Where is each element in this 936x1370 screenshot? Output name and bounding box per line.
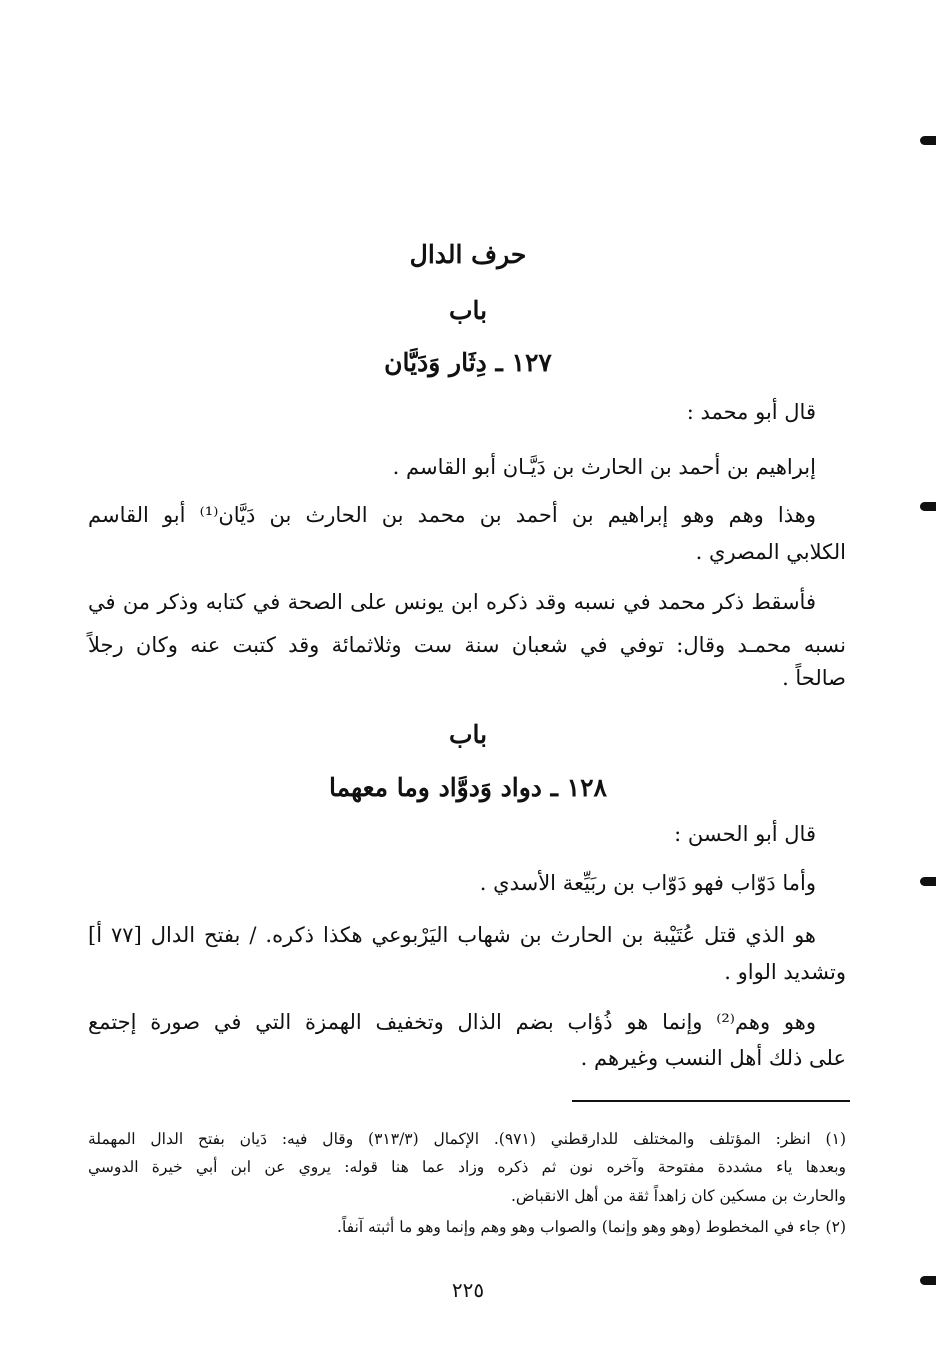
- binding-mark-3: [920, 877, 936, 886]
- page-number: ٢٢٥: [451, 1278, 485, 1302]
- entry-128-heading: ١٢٨ ـ دواد وَدوَّاد وما معهما: [329, 773, 607, 802]
- section-heading: حرف الدال: [409, 240, 527, 269]
- entry-128-line-2: وأما دَوّاب فهو دَوّاب بن ربَيِّعة الأسدي .: [479, 871, 816, 895]
- entry-127-line-6: نسبه محمـد وقال: توفي في شعبان سنة ست وثلاثمائة وقد كتبت عنه وكان رجلاً: [88, 633, 846, 657]
- entry-127-line-2: إبراهيم بن أحمد بن الحارث بن دَيَّـان أبو القاسم .: [392, 455, 816, 479]
- footnote-1-line-2: وبعدها ياء مشددة مفتوحة وآخره نون ثم ذكره وزاد عما هنا قوله: يروي عن ابن أبي خيرة الدوسي: [88, 1158, 846, 1176]
- footnote-1-line-3: والحارث بن مسكين كان زاهداً ثقة من أهل الانقباض.: [510, 1187, 846, 1205]
- binding-mark-1: [920, 136, 936, 145]
- binding-mark-2: [920, 502, 936, 511]
- entry-128-line-4: وتشديد الواو .: [724, 960, 846, 984]
- footnote-1-line-1: (١) انظر: المؤتلف والمختلف للدارقطني (٩٧١). الإكمال (٣١٣/٣) وقال فيه: دَيان بفتح الدال المهملة: [88, 1130, 846, 1148]
- entry-128-line-5: وهو وهم⁽²⁾ وإنما هو ذُؤاب بضم الذال وتخفيف الهمزة التي في صورة إجتمع: [88, 1010, 816, 1034]
- entry-127-line-5: فأسقط ذكر محمد في نسبه وقد ذكره ابن يونس على الصحة في كتابه وذكر من في: [88, 590, 816, 614]
- entry-128-line-1: قال أبو الحسن :: [674, 822, 816, 846]
- bab-heading-2: باب: [448, 720, 488, 749]
- entry-127-line-1: قال أبو محمد :: [686, 400, 816, 424]
- entry-127-line-4: الكلابي المصري .: [695, 540, 846, 564]
- entry-127-line-3: وهذا وهم وهو إبراهيم بن أحمد بن محمد بن الحارث بن دَيَّان⁽¹⁾ أبو القاسم: [88, 503, 816, 527]
- entry-128-line-3: هو الذي قتل عُتَيْبة بن الحارث بن شهاب اليَرْبوعي هكذا ذكره. / بفتح الدال [٧٧ أ]: [88, 923, 816, 947]
- footnote-separator: [572, 1100, 850, 1102]
- entry-128-line-6: على ذلك أهل النسب وغيرهم .: [580, 1046, 846, 1070]
- entry-127-heading: ١٢٧ ـ دِثَار وَدَيَّان: [384, 348, 552, 377]
- entry-127-line-7: صالحاً .: [782, 666, 846, 690]
- binding-mark-4: [920, 1276, 936, 1285]
- footnote-2: (٢) جاء في المخطوط (وهو وهو وإنما) والصواب وهو وهم وإنما وهو ما أثبته آنفاً.: [337, 1218, 846, 1236]
- bab-heading-1: باب: [448, 296, 488, 325]
